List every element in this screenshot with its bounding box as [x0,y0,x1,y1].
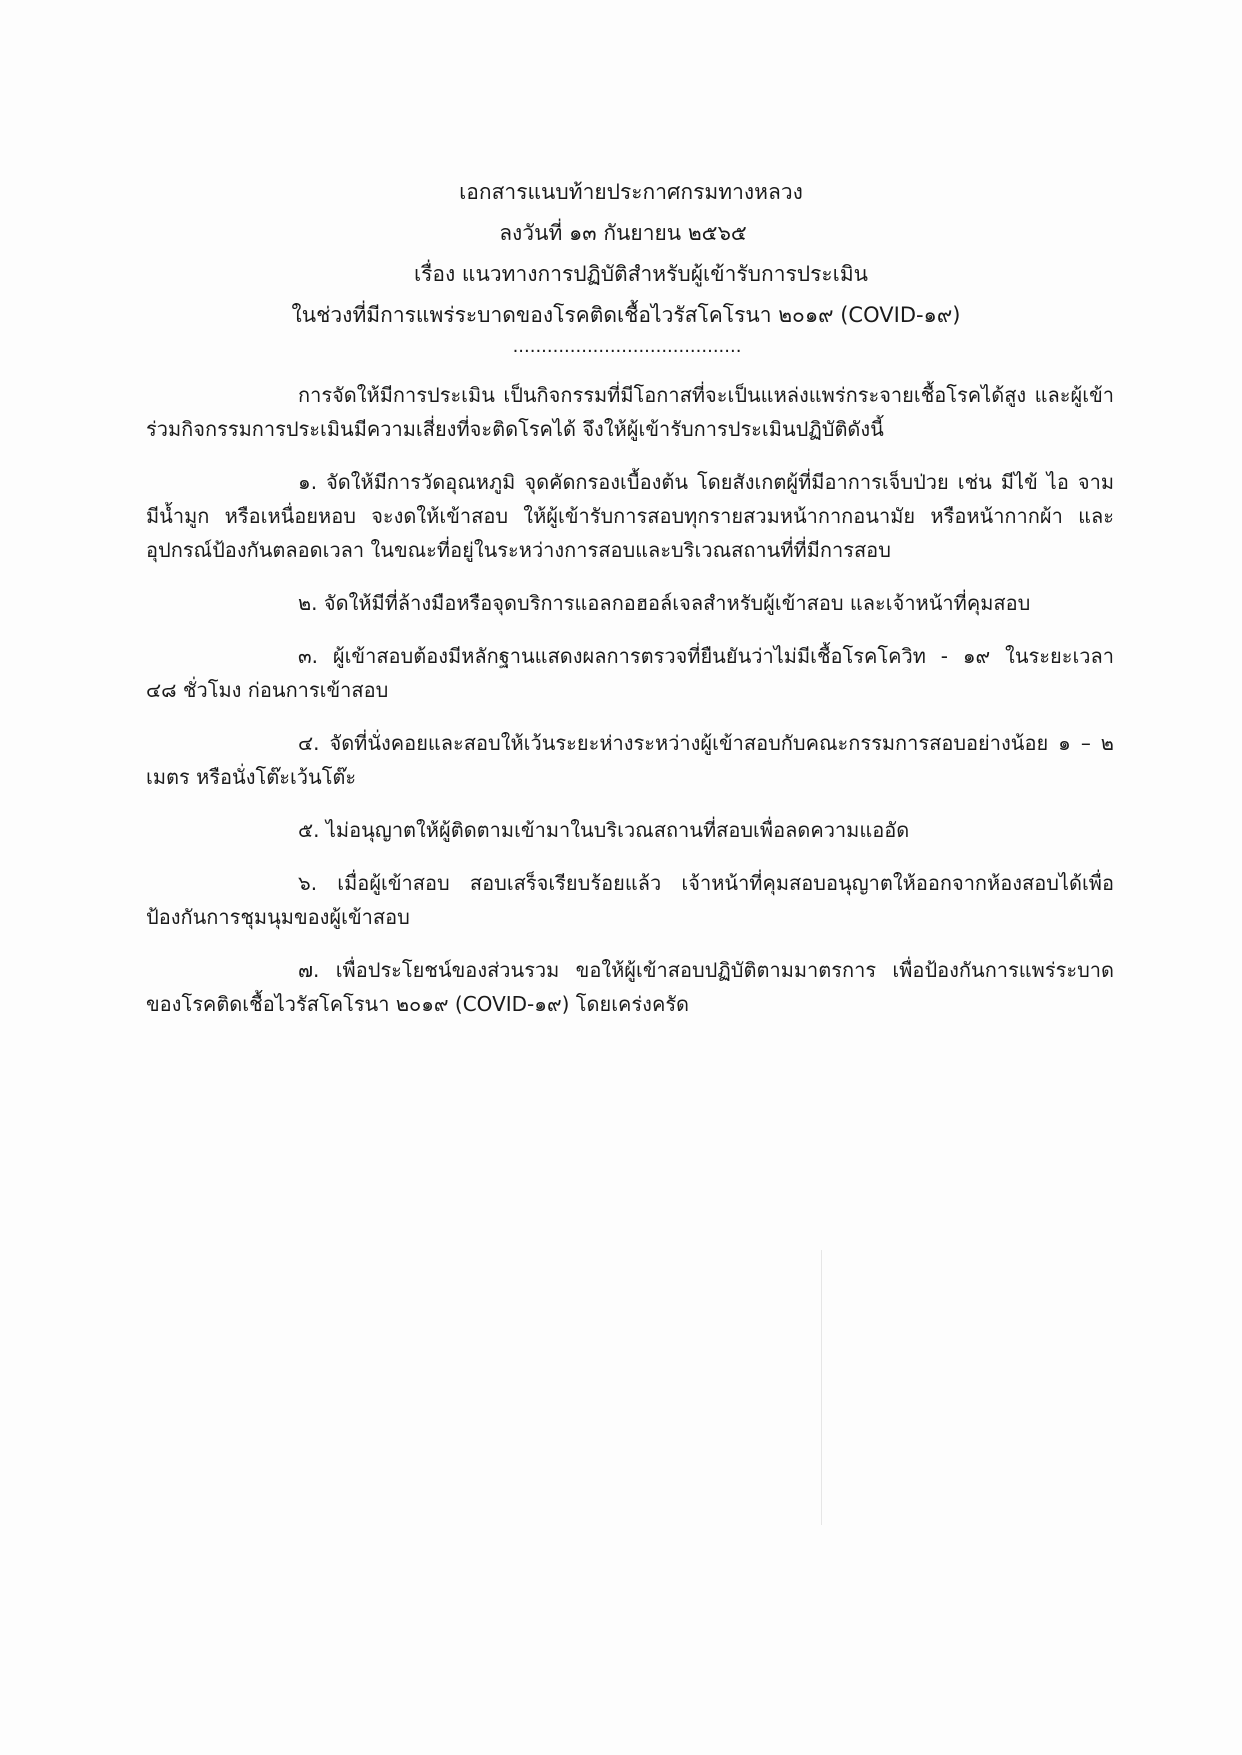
list-item-2: ๒. จัดให้มีที่ล้างมือหรือจุดบริการแอลกอฮอล์เจลสำหรับผู้เข้าสอบ และเจ้าหน้าที่คุมสอบ [298,591,1031,615]
list-item-4: ๔. จัดที่นั่งคอยและสอบให้เว้นระยะห่างระหว่างผู้เข้าสอบกับคณะกรรมการสอบอย่างน้อย ๑ – ๒ เมตร หรือนั่งโต๊ะเว้นโต๊ะ [146,731,1114,789]
list-item-1: ๑. จัดให้มีการวัดอุณหภูมิ จุดคัดกรองเบื้องต้น โดยสังเกตผู้ที่มีอาการเจ็บป่วย เช่น มีไข้ ไอ จาม มีน้ำมูก หรือเหนื่อยหอบ จะงดให้เข้าสอบ ให้ผู้เข้ารับการสอบทุกรายสวมหน้ากากอนามัย หรือหน้ากากผ้า และอุปกรณ์ป้องกันตลอดเวลา ในขณะที่อยู่ในระหว่างการสอบและบริเวณสถานที่ที่มีการสอบ [146,470,1114,562]
document-body [146,378,1114,1040]
dotted-separator: ........................................ [512,336,742,357]
header-date: ลงวันที่ ๑๓ กันยายน ๒๕๖๕ [499,221,747,245]
list-item-5: ๕. ไม่อนุญาตให้ผู้ติดตามเข้ามาในบริเวณสถานที่สอบเพื่อลดความแออัด [298,818,910,842]
list-item-6: ๖. เมื่อผู้เข้าสอบ สอบเสร็จเรียบร้อยแล้ว เจ้าหน้าที่คุมสอบอนุญาตให้ออกจากห้องสอบได้เพื่อป้องกันการชุมนุมของผู้เข้าสอบ [146,871,1114,929]
document-header [0,172,1242,356]
header-subject-continued: ในช่วงที่มีการแพร่ระบาดของโรคติดเชื้อไวรัสโคโรนา ๒๐๑๙ (COVID-๑๙) [291,303,961,327]
header-title: เอกสารแนบท้ายประกาศกรมทางหลวง [459,180,803,204]
header-subject: เรื่อง แนวทางการปฏิบัติสำหรับผู้เข้ารับการประเมิน [413,262,869,286]
list-item-3: ๓. ผู้เข้าสอบต้องมีหลักฐานแสดงผลการตรวจที่ยืนยันว่าไม่มีเชื้อโรคโควิท - ๑๙ ในระยะเวลา ๔๘ ชั่วโมง ก่อนการเข้าสอบ [146,644,1114,702]
scan-artifact-line [821,1250,822,1525]
intro-paragraph: การจัดให้มีการประเมิน เป็นกิจกรรมที่มีโอกาสที่จะเป็นแหล่งแพร่กระจายเชื้อโรคได้สูง และผู้เข้าร่วมกิจกรรมการประเมินมีความเสี่ยงที่จะติดโรคได้ จึงให้ผู้เข้ารับการประเมินปฏิบัติดังนี้ [146,383,1114,441]
list-item-7: ๗. เพื่อประโยชน์ของส่วนรวม ขอให้ผู้เข้าสอบปฏิบัติตามมาตรการ เพื่อป้องกันการแพร่ระบาดของโรคติดเชื้อไวรัสโคโรนา ๒๐๑๙ (COVID-๑๙) โดยเคร่งครัด [146,958,1114,1016]
